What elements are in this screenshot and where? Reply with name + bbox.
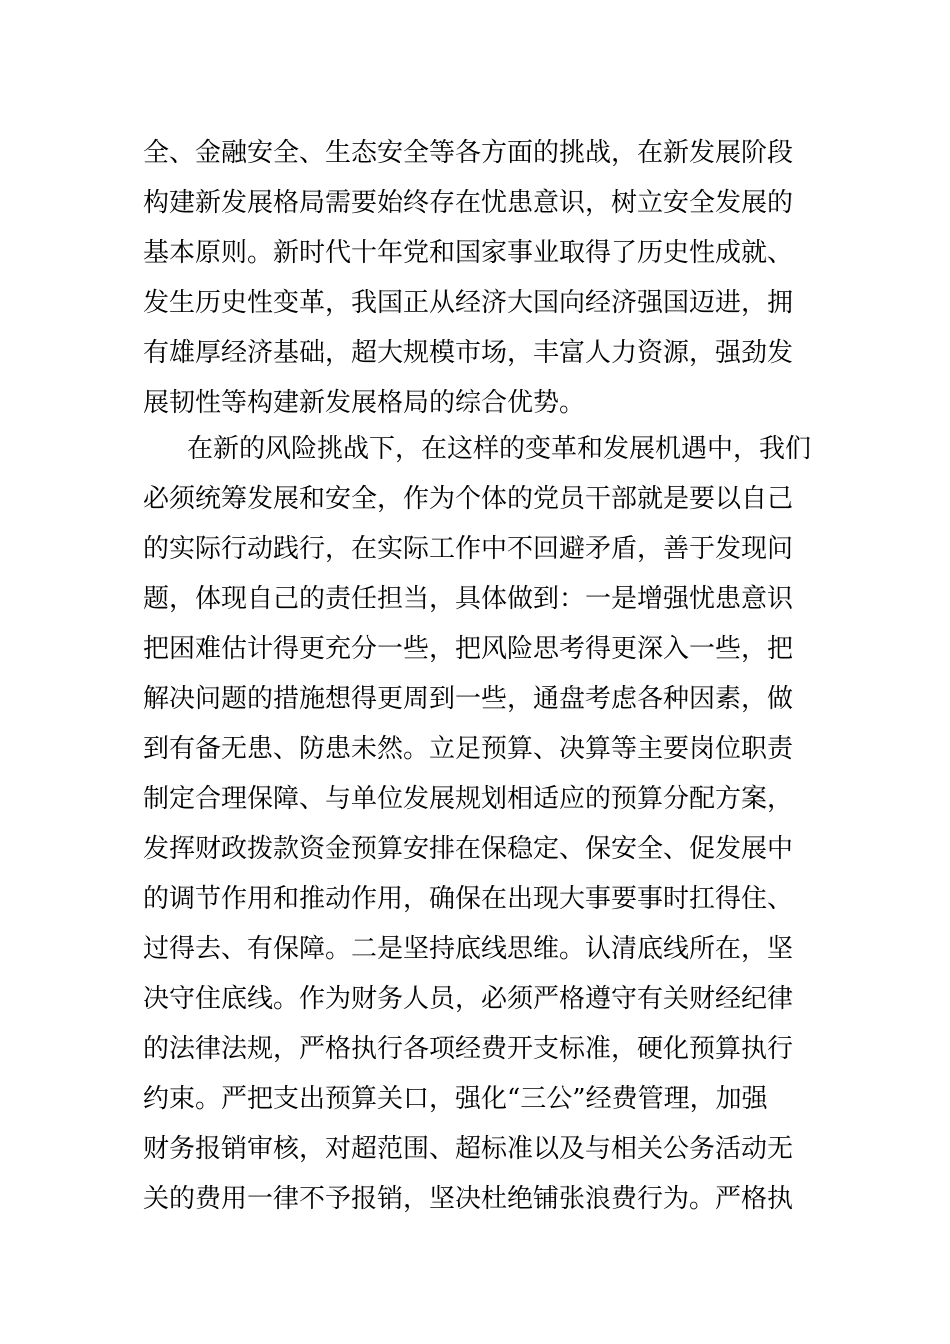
paragraph-line: 决守住底线。作为财务人员，必须严格遵守有关财经纪律: [143, 984, 794, 1014]
paragraph-line: 的法律法规，严格执行各项经费开支标准，硬化预算执行: [143, 1034, 794, 1064]
paragraph-2: [143, 424, 823, 1224]
paragraph-line: 的调节作用和推动作用，确保在出现大事要事时扛得住、: [143, 884, 794, 914]
paragraph-line: 到有备无患、防患未然。立足预算、决算等主要岗位职责: [143, 734, 794, 764]
paragraph-line: 基本原则。新时代十年党和国家事业取得了历史性成就、: [143, 238, 794, 268]
paragraph-line: 解决问题的措施想得更周到一些，通盘考虑各种因素，做: [143, 684, 794, 714]
paragraph-line: 全、金融安全、生态安全等各方面的挑战，在新发展阶段: [143, 138, 794, 168]
paragraph-line: 的实际行动践行，在实际工作中不回避矛盾，善于发现问: [143, 534, 794, 564]
paragraph-line: 发挥财政拨款资金预算安排在保稳定、保安全、促发展中: [143, 834, 794, 864]
paragraph-line: 约束。严把支出预算关口，强化“三公”经费管理，加强: [143, 1084, 768, 1114]
paragraph-line: 有雄厚经济基础，超大规模市场，丰富人力资源，强劲发: [143, 338, 794, 368]
paragraph-line: 财务报销审核，对超范围、超标准以及与相关公务活动无: [143, 1134, 794, 1164]
paragraph-line: 发生历史性变革，我国正从经济大国向经济强国迈进，拥: [143, 288, 794, 318]
paragraph-line: 必须统筹发展和安全，作为个体的党员干部就是要以自己: [143, 484, 794, 514]
paragraph-line: 在新的风险挑战下，在这样的变革和发展机遇中，我们: [187, 434, 812, 464]
paragraph-line: 题，体现自己的责任担当，具体做到：一是增强忧患意识: [143, 584, 794, 614]
paragraph-line: 制定合理保障、与单位发展规划相适应的预算分配方案，: [143, 784, 794, 814]
paragraph-line: 把困难估计得更充分一些，把风险思考得更深入一些，把: [143, 634, 794, 664]
paragraph-line: 关的费用一律不予报销，坚决杜绝铺张浪费行为。严格执: [143, 1184, 794, 1214]
paragraph-line: 展韧性等构建新发展格局的综合优势。: [143, 388, 586, 418]
paragraph-1: [143, 128, 823, 428]
paragraph-line: 过得去、有保障。二是坚持底线思维。认清底线所在，坚: [143, 934, 794, 964]
paragraph-line: 构建新发展格局需要始终存在忧患意识，树立安全发展的: [143, 188, 794, 218]
